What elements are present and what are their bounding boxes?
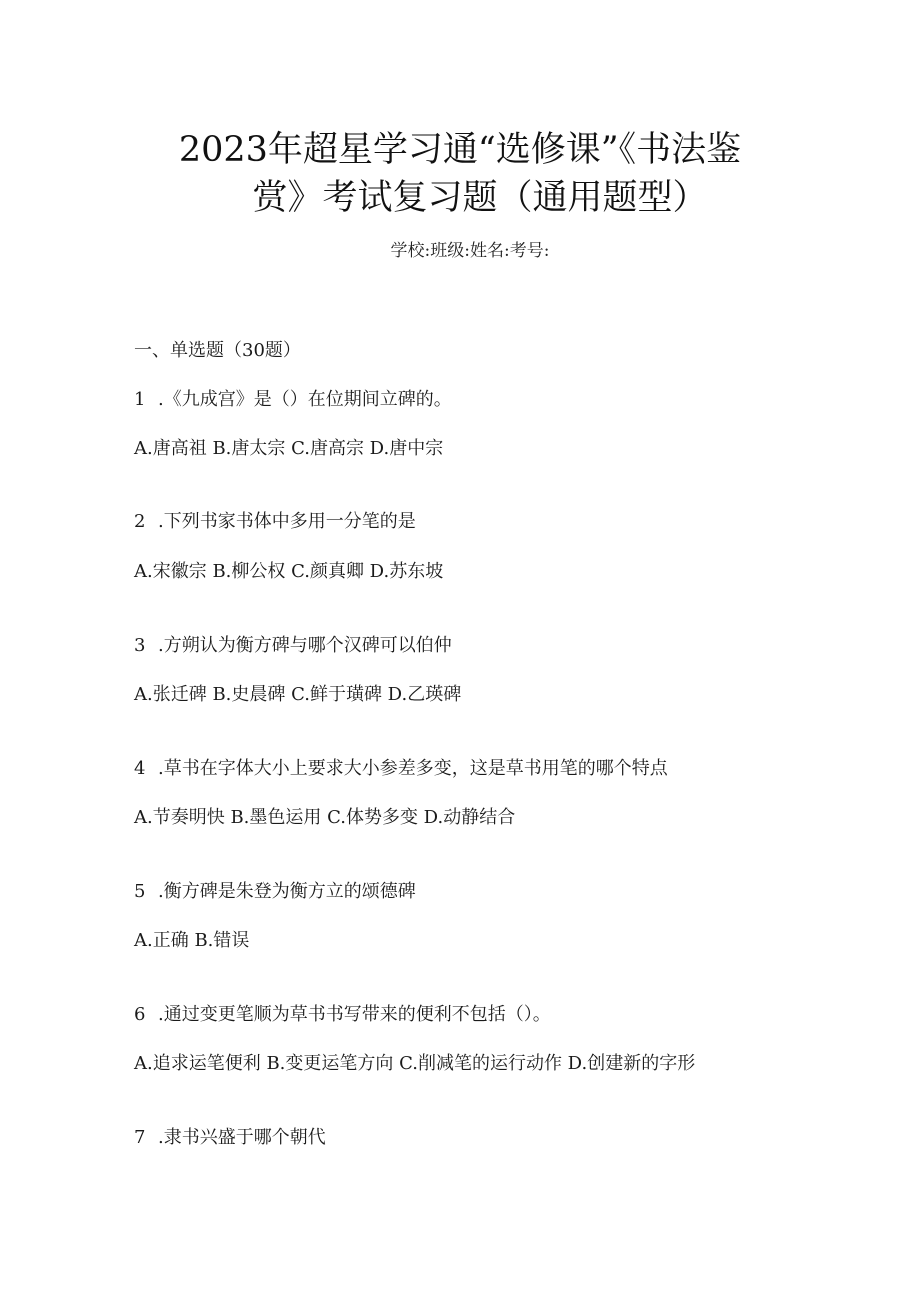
question-text: .通过变更笔顺为草书书写带来的便利不包括（）。 <box>158 1004 551 1025</box>
question-6-options: A.追求运笔便利 B.变更运笔方向 C.削减笔的运行动作 D.创建新的字形 <box>134 1053 696 1074</box>
question-number: 2 <box>134 511 146 532</box>
question-number: 5 <box>134 881 146 902</box>
question-text: .下列书家书体中多用一分笔的是 <box>158 511 416 532</box>
question-number: 4 <box>134 758 146 779</box>
question-1-options: A.唐高祖 B.唐太宗 C.唐高宗 D.唐中宗 <box>134 438 444 459</box>
question-number: 1 <box>134 389 146 410</box>
question-text: .方朔认为衡方碑与哪个汉碑可以伯仲 <box>158 635 452 656</box>
question-2-options: A.宋徽宗 B.柳公权 C.颜真卿 D.苏东坡 <box>134 561 444 582</box>
question-text: .《九成宫》是（）在位期间立碑的。 <box>158 389 452 410</box>
question-4-options: A.节奏明快 B.墨色运用 C.体势多变 D.动静结合 <box>134 807 516 828</box>
question-number: 6 <box>134 1004 146 1025</box>
question-7 <box>134 1126 326 1150</box>
question-1 <box>134 388 452 412</box>
document-title-line-2: 赏》考试复习题（通用题型） <box>252 178 708 218</box>
question-2 <box>134 510 416 534</box>
question-text: .隶书兴盛于哪个朝代 <box>158 1127 326 1148</box>
question-5-options: A.正确 B.错误 <box>134 930 250 951</box>
question-4 <box>134 757 668 781</box>
section-heading: 一、单选题（30题） <box>134 340 301 361</box>
question-3-options: A.张迁碑 B.史晨碑 C.鲜于璜碑 D.乙瑛碑 <box>134 684 462 705</box>
question-5 <box>134 880 416 904</box>
question-number: 3 <box>134 635 146 656</box>
question-number: 7 <box>134 1127 146 1148</box>
question-text: .草书在字体大小上要求大小参差多变，这是草书用笔的哪个特点 <box>158 758 668 779</box>
question-text: .衡方碑是朱登为衡方立的颂德碑 <box>158 881 416 902</box>
question-3 <box>134 634 452 658</box>
document-title-line-1: 2023年超星学习通“选修课”《书法鉴 <box>178 130 742 170</box>
question-6 <box>134 1003 551 1027</box>
student-info-line: 学校:班级:姓名:考号: <box>390 241 550 261</box>
